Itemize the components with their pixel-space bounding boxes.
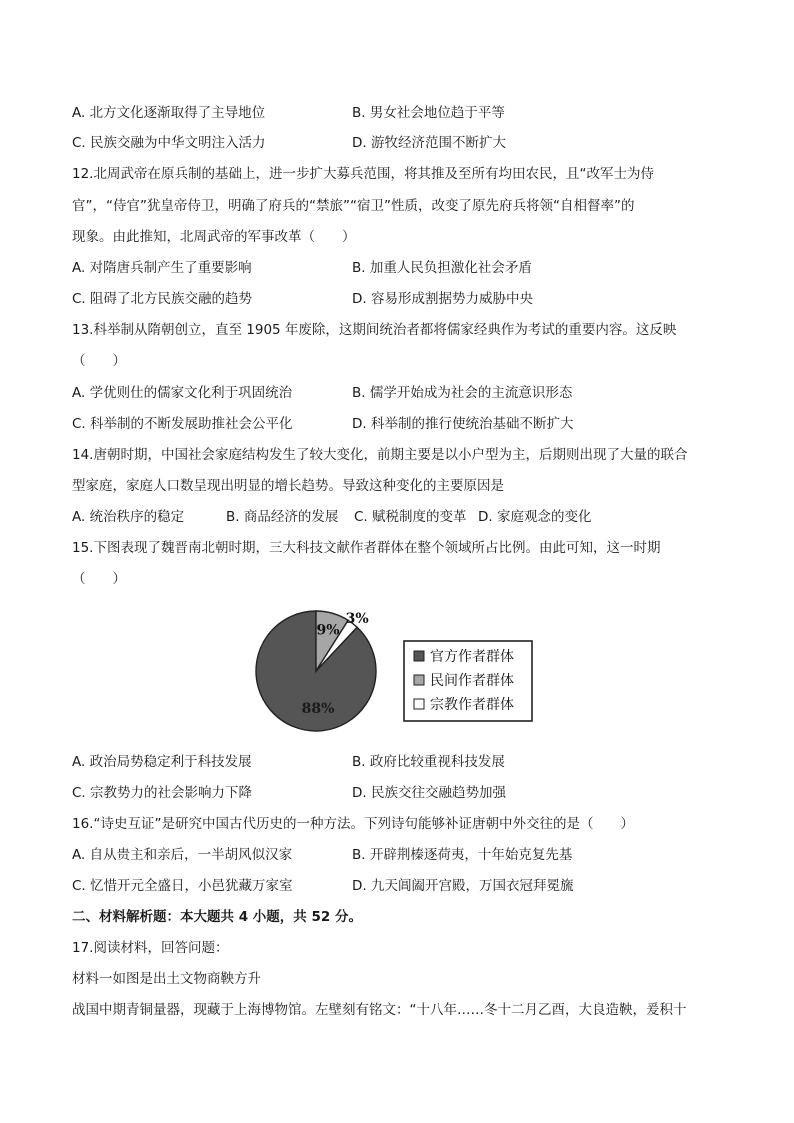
section2-title: 二、材料解析题：本大题共 4 小题，共 52 分。 [72, 909, 362, 925]
q16-option-b: B. 开辟荆榛逐荷夷，十年始克复先基 [352, 847, 573, 863]
q11-option-d: D. 游牧经济范围不断扩大 [352, 135, 506, 151]
q11-option-c: C. 民族交融为中华文明注入活力 [72, 135, 266, 151]
legend-swatch-1 [414, 651, 424, 661]
pie-label-3: 3% [345, 610, 369, 627]
q12-option-a: A. 对隋唐兵制产生了重要影响 [72, 260, 252, 276]
pie-label-1: 88% [301, 701, 335, 717]
q12-option-d: D. 容易形成割据势力威胁中央 [352, 291, 533, 307]
q13-option-c: C. 科举制的不断发展助推社会公平化 [72, 416, 293, 432]
author-group-pie-chart [254, 593, 554, 733]
q16-option-d: D. 九天阊阖开宫殿，万国衣冠拜冕旒 [352, 878, 574, 894]
q14-option-a: A. 统治秩序的稳定 [72, 509, 185, 525]
q14-option-b: B. 商品经济的发展 [226, 509, 339, 525]
pie-label-2: 9% [316, 622, 340, 639]
q14-option-c: C. 赋税制度的变革 [354, 509, 467, 525]
q14-stem-line2: 型家庭，家庭人口数呈现出明显的增长趋势。导致这种变化的主要原因是 [72, 478, 504, 494]
q11-option-a: A. 北方文化逐渐取得了主导地位 [72, 105, 266, 121]
q12-option-c: C. 阻碍了北方民族交融的趋势 [72, 291, 253, 307]
q17-stem: 17.阅读材料，回答问题： [72, 940, 229, 956]
q12-stem-line1: 12.北周武帝在原兵制的基础上，进一步扩大募兵范围，将其推及至所有均田农民，且“改军士为侍 [72, 166, 654, 182]
q13-option-b: B. 儒学开始成为社会的主流意识形态 [352, 385, 573, 401]
q13-stem-line2: （ ） [72, 353, 126, 369]
legend-label-1: 官方作者群体 [430, 649, 514, 665]
q16-stem: 16.“诗史互证”是研究中国古代历史的一种方法。下列诗句能够补证唐朝中外交往的是（ ） [72, 816, 634, 832]
q15-stem-line2: （ ） [72, 571, 126, 587]
q13-option-d: D. 科举制的推行使统治基础不断扩大 [352, 416, 574, 432]
q15-option-b: B. 政府比较重视科技发展 [352, 754, 505, 770]
q13-option-a: A. 学优则仕的儒家文化利于巩固统治 [72, 385, 293, 401]
q11-option-b: B. 男女社会地位趋于平等 [352, 105, 505, 121]
q14-stem-line1: 14.唐朝时期，中国社会家庭结构发生了较大变化，前期主要是以小户型为主，后期则出现了大量的联合 [72, 447, 688, 463]
q17-material-title: 材料一如图是出土文物商鞅方升 [72, 971, 261, 987]
legend-label-2: 民间作者群体 [430, 673, 514, 689]
q12-option-b: B. 加重人民负担激化社会矛盾 [352, 260, 532, 276]
q16-option-c: C. 忆惜开元全盛日，小邑犹藏万家室 [72, 878, 293, 894]
legend-label-3: 宗教作者群体 [430, 697, 514, 713]
q15-stem-line1: 15.下图表现了魏晋南北朝时期，三大科技文献作者群体在整个领域所占比例。由此可知，这一时期 [72, 540, 661, 556]
q12-stem-line3: 现象。由此推知，北周武帝的军事改革（ ） [72, 229, 356, 245]
q16-option-a: A. 自从贵主和亲后，一半胡风似汉家 [72, 847, 293, 863]
q15-option-d: D. 民族交往交融趋势加强 [352, 785, 506, 801]
q17-material-text: 战国中期青铜量器，现藏于上海博物馆。左壁刻有铭文：“十八年……冬十二月乙酉，大良造鞅，爰积十 [72, 1002, 687, 1018]
legend-swatch-2 [414, 675, 424, 685]
q12-stem-line2: 官”，“侍官”犹皇帝侍卫，明确了府兵的“禁旅”“宿卫”性质，改变了原先府兵将领“自相督率”的 [72, 198, 635, 214]
q15-option-a: A. 政治局势稳定利于科技发展 [72, 754, 252, 770]
legend-swatch-3 [414, 699, 424, 709]
q15-option-c: C. 宗教势力的社会影响力下降 [72, 785, 253, 801]
q14-option-d: D. 家庭观念的变化 [478, 509, 592, 525]
q13-stem-line1: 13.科举制从隋朝创立，直至 1905 年废除，这期间统治者都将儒家经典作为考试的重要内容。这反映 [72, 322, 677, 338]
